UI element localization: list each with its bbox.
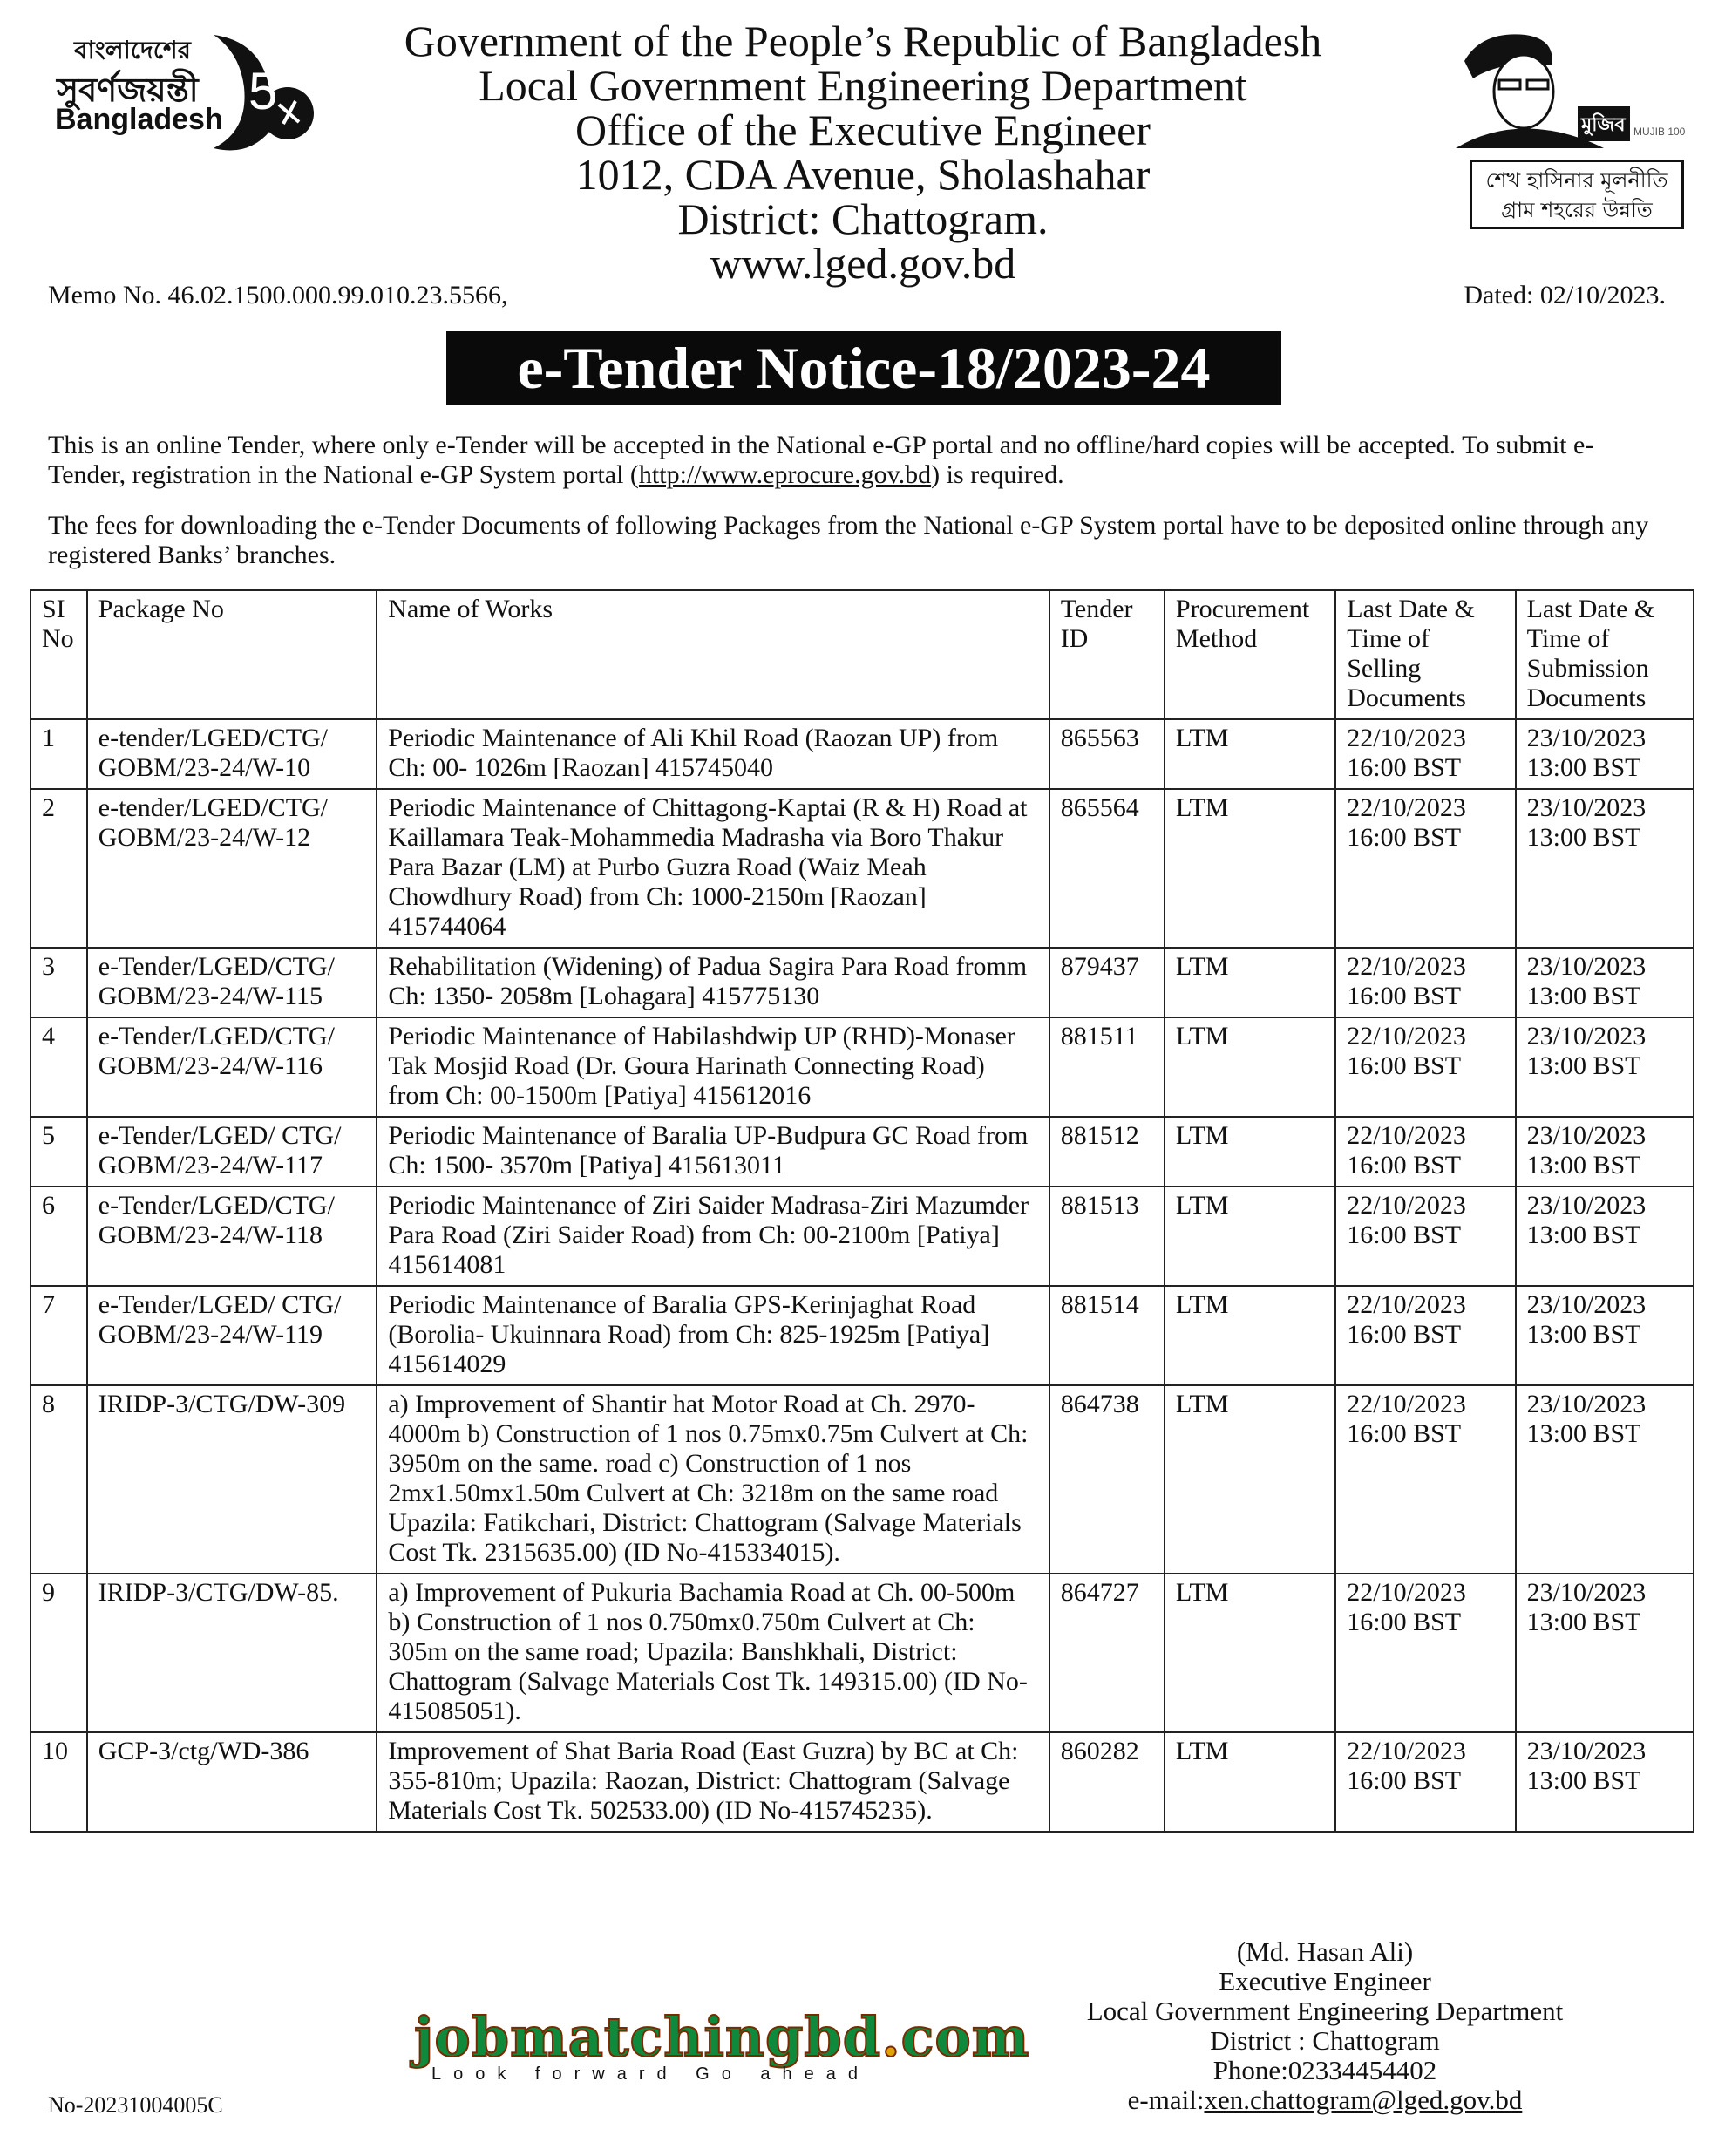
signatory-designation: Executive Engineer: [1219, 1966, 1431, 1996]
cell-sl: 3: [31, 948, 87, 1017]
table-row: [31, 789, 1694, 948]
cell-method: LTM: [1165, 1385, 1335, 1574]
cell-tender-id: 879437: [1049, 948, 1165, 1017]
selling-time: 16:00 BST: [1347, 1320, 1462, 1349]
slogan-box: [1470, 160, 1684, 229]
header-package: Package No: [87, 590, 377, 719]
cell-tender-id: 881512: [1049, 1117, 1165, 1187]
cell-selling: [1335, 948, 1515, 1017]
table-row: [31, 1117, 1694, 1187]
cell-selling: [1335, 719, 1515, 789]
submission-date: 23/10/2023: [1526, 1022, 1647, 1051]
cell-tender-id: 864738: [1049, 1385, 1165, 1574]
cell-selling: [1335, 1187, 1515, 1286]
watermark-logo-text: [414, 2005, 1029, 2069]
cell-package: e-Tender/LGED/CTG/ GOBM/23-24/W-118: [87, 1187, 377, 1286]
cell-submission: [1516, 1732, 1694, 1832]
cell-sl: 10: [31, 1732, 87, 1832]
submission-time: 13:00 BST: [1526, 1320, 1641, 1349]
jubilee-50-emblem-icon: [196, 26, 327, 157]
logo-bangla-line1: বাংলাদেশের: [74, 36, 191, 65]
cell-method: LTM: [1165, 1286, 1335, 1385]
table-row: [31, 1286, 1694, 1385]
cell-submission: [1516, 1574, 1694, 1732]
selling-date: 22/10/2023: [1347, 1578, 1466, 1607]
watermark-tld: com: [900, 2005, 1030, 2069]
cell-tender-id: 881513: [1049, 1187, 1165, 1286]
cell-package: IRIDP-3/CTG/DW-309: [87, 1385, 377, 1574]
slogan-line1: শেখ হাসিনার মূলনীতি: [1485, 168, 1668, 193]
header-works: Name of Works: [377, 590, 1049, 719]
signatory-department: Local Government Engineering Department: [1086, 1996, 1564, 2026]
cell-sl: 5: [31, 1117, 87, 1187]
selling-time: 16:00 BST: [1347, 823, 1462, 852]
cell-works: Periodic Maintenance of Chittagong-Kaptai (R & H) Road at Kaillamara Teak-Mohammedia Madrasha via Boro Thakur Para Bazar (LM) at Purbo Guzra Road (Waiz Meah Chowdhury Road) from Ch: 1000-2150m [Raozan] 415744064: [377, 789, 1049, 948]
submission-date: 23/10/2023: [1526, 1390, 1647, 1418]
table-row: [31, 1385, 1694, 1574]
cell-works: Improvement of Shat Baria Road (East Guzra) by BC at Ch: 355-810m; Upazila: Raozan, District: Chattogram (Salvage Materials Cost Tk. 502533.00) (ID No-415745235).: [377, 1732, 1049, 1832]
intro-text-start: This is an online Tender, where only e-Tender will be accepted in the National e-GP portal and no offline/hard copies will be accepted. To submit e-Tender, registration in the National e-GP System portal (: [48, 431, 1594, 489]
signatory-phone: Phone:02334454402: [1212, 2055, 1437, 2085]
table-row: [31, 1017, 1694, 1117]
cell-works: Periodic Maintenance of Baralia UP-Budpura GC Road from Ch: 1500- 3570m [Patiya] 415613011: [377, 1117, 1049, 1187]
cell-submission: [1516, 719, 1694, 789]
notice-date: Dated: 02/10/2023.: [1464, 281, 1666, 309]
intro-text-end: ) is required.: [931, 460, 1064, 489]
office-header: [331, 19, 1395, 286]
cell-works: Periodic Maintenance of Ali Khil Road (Raozan UP) from Ch: 00- 1026m [Raozan] 415745040: [377, 719, 1049, 789]
selling-time: 16:00 BST: [1347, 1151, 1462, 1180]
logo-bangla-line2: সুবর্ণজয়ন্তী: [57, 71, 199, 109]
cell-package: IRIDP-3/CTG/DW-85.: [87, 1574, 377, 1732]
cell-tender-id: 881514: [1049, 1286, 1165, 1385]
submission-time: 13:00 BST: [1526, 753, 1641, 782]
cell-method: LTM: [1165, 1187, 1335, 1286]
selling-date: 22/10/2023: [1347, 952, 1466, 981]
header-selling: Last Date & Time of Selling Documents: [1335, 590, 1515, 719]
header-sl: SI No: [31, 590, 87, 719]
table-header-row: [31, 590, 1694, 719]
submission-time: 13:00 BST: [1526, 1221, 1641, 1249]
mujib-100-mark: MUJIB 100: [1633, 126, 1686, 138]
cell-works: Periodic Maintenance of Ziri Saider Madrasa-Ziri Mazumder Para Road (Ziri Saider Road) from Ch: 00-2100m [Patiya] 415614081: [377, 1187, 1049, 1286]
submission-date: 23/10/2023: [1526, 1191, 1647, 1220]
cell-selling: [1335, 1017, 1515, 1117]
cell-selling: [1335, 1574, 1515, 1732]
cell-works: Periodic Maintenance of Habilashdwip UP (RHD)-Monaser Tak Mosjid Road (Dr. Goura Harinath Connecting Road) from Ch: 00-1500m [Patiya] 415612016: [377, 1017, 1049, 1117]
submission-date: 23/10/2023: [1526, 1290, 1647, 1319]
cell-selling: [1335, 1385, 1515, 1574]
cell-selling: [1335, 1286, 1515, 1385]
signatory-district: District : Chattogram: [1210, 2025, 1440, 2056]
watermark-dot: .: [881, 2005, 901, 2069]
header-method: Procurement Method: [1165, 590, 1335, 719]
submission-time: 13:00 BST: [1526, 823, 1641, 852]
submission-time: 13:00 BST: [1526, 1419, 1641, 1448]
selling-time: 16:00 BST: [1347, 1419, 1462, 1448]
selling-time: 16:00 BST: [1347, 753, 1462, 782]
cell-tender-id: 865563: [1049, 719, 1165, 789]
submission-date: 23/10/2023: [1526, 1121, 1647, 1150]
cell-works: a) Improvement of Pukuria Bachamia Road at Ch. 00-500m b) Construction of 1 nos 0.750mx0.750m Culvert at Ch: 305m on the same road; Upazila: Banshkhali, District: Chattogram (Salvage Materials Cost Tk. 149315.00) (ID No-415085051).: [377, 1574, 1049, 1732]
cell-package: e-Tender/LGED/ CTG/ GOBM/23-24/W-117: [87, 1117, 377, 1187]
header-department: Local Government Engineering Department: [479, 61, 1247, 110]
cell-selling: [1335, 1117, 1515, 1187]
cell-sl: 9: [31, 1574, 87, 1732]
jobmatchingbd-watermark: [414, 2005, 1030, 2084]
cell-package: e-Tender/LGED/CTG/ GOBM/23-24/W-116: [87, 1017, 377, 1117]
cell-method: LTM: [1165, 1574, 1335, 1732]
cell-submission: [1516, 948, 1694, 1017]
cell-submission: [1516, 789, 1694, 948]
table-row: [31, 1574, 1694, 1732]
table-row: [31, 1732, 1694, 1832]
selling-time: 16:00 BST: [1347, 1221, 1462, 1249]
memo-number: Memo No. 46.02.1500.000.99.010.23.5566,: [48, 281, 508, 309]
cell-sl: 8: [31, 1385, 87, 1574]
slogan-line2: গ্রাম শহরের উন্নতি: [1501, 198, 1653, 222]
selling-date: 22/10/2023: [1347, 1390, 1466, 1418]
cell-selling: [1335, 789, 1515, 948]
jubilee-numeral: 5: [248, 62, 278, 120]
logo-bangladesh-text: Bangladesh: [55, 103, 223, 136]
cell-package: e-tender/LGED/CTG/ GOBM/23-24/W-12: [87, 789, 377, 948]
signatory-name: (Md. Hasan Ali): [1236, 1936, 1414, 1967]
submission-time: 13:00 BST: [1526, 982, 1641, 1010]
cell-works: a) Improvement of Shantir hat Motor Road at Ch. 2970-4000m b) Construction of 1 nos 0.75mx0.75m Culvert at Ch: 3950m on the same. road c) Construction of 1 nos 2mx1.50mx1.50m Culvert at Ch: 3218m on the same road Upazila: Fatikchari, District: Chattogram (Salvage Materials Cost Tk. 2315635.00) (ID No-415334015).: [377, 1385, 1049, 1574]
selling-date: 22/10/2023: [1347, 1022, 1466, 1051]
selling-date: 22/10/2023: [1347, 1737, 1466, 1765]
cell-works: Rehabilitation (Widening) of Padua Sagira Para Road fromm Ch: 1350- 2058m [Lohagara] 415775130: [377, 948, 1049, 1017]
mujib-portrait-icon: [1447, 26, 1686, 157]
table-row: [31, 948, 1694, 1017]
header-government: Government of the People’s Republic of Bangladesh: [404, 17, 1322, 65]
email-label: e-mail:: [1127, 2085, 1205, 2115]
selling-time: 16:00 BST: [1347, 982, 1462, 1010]
selling-date: 22/10/2023: [1347, 793, 1466, 822]
intro-paragraph: [48, 431, 1669, 490]
submission-date: 23/10/2023: [1526, 1737, 1647, 1765]
eprocure-link[interactable]: http://www.eprocure.gov.bd: [638, 460, 932, 489]
cell-method: LTM: [1165, 1017, 1335, 1117]
email-link[interactable]: xen.chattogram@lged.gov.bd: [1204, 2085, 1523, 2115]
watermark-main: jobmatchingbd: [414, 2005, 882, 2069]
cell-selling: [1335, 1732, 1515, 1832]
cell-method: LTM: [1165, 789, 1335, 948]
cell-package: e-tender/LGED/CTG/ GOBM/23-24/W-10: [87, 719, 377, 789]
golden-jubilee-logo: [48, 26, 327, 166]
cell-submission: [1516, 1017, 1694, 1117]
mujib-100-logo: [1447, 26, 1686, 157]
cell-method: LTM: [1165, 1732, 1335, 1832]
submission-date: 23/10/2023: [1526, 952, 1647, 981]
mujib-emblem-text: মুজিব: [1581, 114, 1626, 136]
cell-submission: [1516, 1385, 1694, 1574]
selling-date: 22/10/2023: [1347, 1191, 1466, 1220]
cell-package: e-Tender/LGED/CTG/ GOBM/23-24/W-115: [87, 948, 377, 1017]
submission-date: 23/10/2023: [1526, 793, 1647, 822]
header-website: www.lged.gov.bd: [710, 239, 1016, 288]
selling-date: 22/10/2023: [1347, 724, 1466, 752]
cell-sl: 2: [31, 789, 87, 948]
cell-sl: 1: [31, 719, 87, 789]
signatory-email-line: [1011, 2085, 1639, 2115]
cell-tender-id: 865564: [1049, 789, 1165, 948]
cell-tender-id: 864727: [1049, 1574, 1165, 1732]
cell-method: LTM: [1165, 1117, 1335, 1187]
header-submission: Last Date & Time of Submission Documents: [1516, 590, 1694, 719]
signature-block: [1011, 1937, 1639, 2115]
footer-reference-number: No-20231004005C: [48, 2092, 223, 2118]
table-row: [31, 719, 1694, 789]
submission-date: 23/10/2023: [1526, 724, 1647, 752]
selling-time: 16:00 BST: [1347, 1766, 1462, 1795]
cell-submission: [1516, 1286, 1694, 1385]
cell-submission: [1516, 1117, 1694, 1187]
watermark-tagline: Look forward Go ahead: [431, 2064, 871, 2084]
cell-sl: 7: [31, 1286, 87, 1385]
submission-time: 13:00 BST: [1526, 1151, 1641, 1180]
header-tender-id: Tender ID: [1049, 590, 1165, 719]
cell-package: GCP-3/ctg/WD-386: [87, 1732, 377, 1832]
cell-sl: 4: [31, 1017, 87, 1117]
notice-title: e-Tender Notice-18/2023-24: [446, 331, 1281, 405]
selling-date: 22/10/2023: [1347, 1121, 1466, 1150]
cell-tender-id: 881511: [1049, 1017, 1165, 1117]
submission-time: 13:00 BST: [1526, 1051, 1641, 1080]
selling-date: 22/10/2023: [1347, 1290, 1466, 1319]
cell-method: LTM: [1165, 948, 1335, 1017]
fees-paragraph: The fees for downloading the e-Tender Documents of following Packages from the National e-GP System portal have to be deposited online through any registered Banks’ branches.: [48, 511, 1649, 569]
cell-sl: 6: [31, 1187, 87, 1286]
header-office: Office of the Executive Engineer: [575, 105, 1151, 154]
cell-works: Periodic Maintenance of Baralia GPS-Kerinjaghat Road (Borolia- Ukuinnara Road) from Ch: 825-1925m [Patiya] 415614029: [377, 1286, 1049, 1385]
tender-table: [30, 589, 1694, 1833]
selling-time: 16:00 BST: [1347, 1051, 1462, 1080]
selling-time: 16:00 BST: [1347, 1608, 1462, 1636]
cell-tender-id: 860282: [1049, 1732, 1165, 1832]
submission-time: 13:00 BST: [1526, 1766, 1641, 1795]
table-row: [31, 1187, 1694, 1286]
submission-date: 23/10/2023: [1526, 1578, 1647, 1607]
cell-submission: [1516, 1187, 1694, 1286]
cell-method: LTM: [1165, 719, 1335, 789]
cell-package: e-Tender/LGED/ CTG/ GOBM/23-24/W-119: [87, 1286, 377, 1385]
header-district: District: Chattogram.: [677, 194, 1049, 243]
submission-time: 13:00 BST: [1526, 1608, 1641, 1636]
header-address: 1012, CDA Avenue, Sholashahar: [575, 150, 1151, 199]
